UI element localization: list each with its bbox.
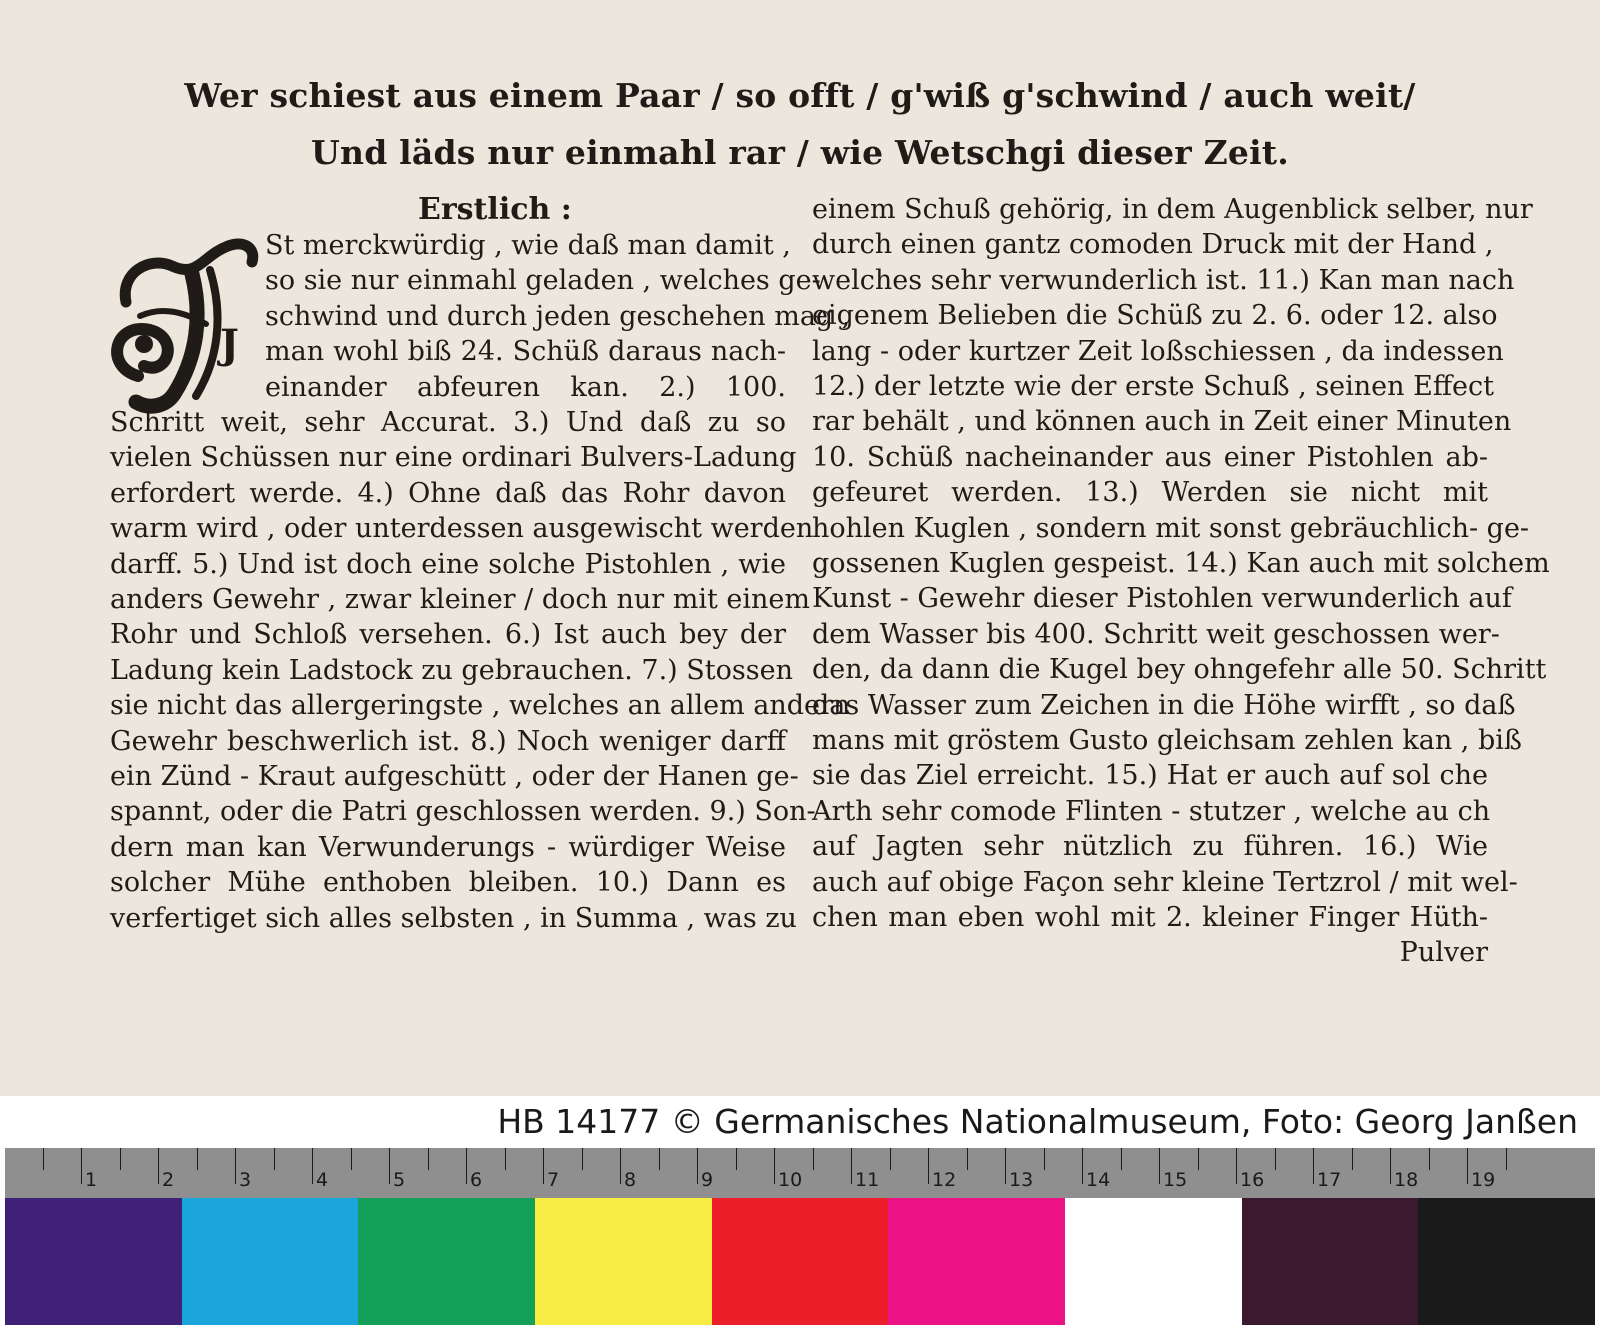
- text-line: warm wird , oder unterdessen ausgewischt werden: [110, 513, 814, 545]
- ruler-label: 16: [1240, 1169, 1265, 1191]
- text-line: auf Jagten sehr nützlich zu führen. 16.) Wie: [812, 831, 1488, 863]
- text-line: durch einen gantz comoden Druck mit der Hand ,: [812, 229, 1494, 261]
- ruler-label: 2: [162, 1169, 175, 1191]
- color-swatch: [888, 1198, 1065, 1325]
- ruler-half-tick: [813, 1148, 814, 1170]
- ruler-half-tick: [1044, 1148, 1045, 1170]
- ruler-label: 18: [1394, 1169, 1419, 1191]
- text-line: das Wasser zum Zeichen in die Höhe wirfft , so daß: [812, 689, 1516, 721]
- ruler-label: 12: [932, 1169, 957, 1191]
- text-line: gefeuret werden. 13.) Werden sie nicht mit: [812, 477, 1488, 509]
- color-swatch: [1418, 1198, 1595, 1325]
- text-line: so sie nur einmahl geladen , welches ge-: [265, 265, 821, 297]
- ruler-half-tick: [890, 1148, 891, 1170]
- ruler-tick: [1159, 1148, 1160, 1184]
- text-line: hohlen Kuglen , sondern mit sonst gebräuchlich- ge-: [812, 512, 1530, 544]
- title-line-1: Wer schiest aus einem Paar / so offt / g'wiß g'schwind / auch weit/: [184, 76, 1416, 115]
- ruler-tick: [466, 1148, 467, 1184]
- text-line: spannt, oder die Patri geschlossen werden. 9.) Son-: [110, 796, 816, 828]
- ruler-tick: [620, 1148, 621, 1184]
- text-line: schwind und durch jeden geschehen mag ,: [265, 300, 851, 332]
- ruler-label: 6: [470, 1169, 483, 1191]
- text-line: eigenem Belieben die Schüß zu 2. 6. oder 12. also: [812, 300, 1498, 332]
- color-swatch: [358, 1198, 535, 1325]
- title-line-2: Und läds nur einmahl rar / wie Wetschgi dieser Zeit.: [311, 133, 1289, 172]
- ruler-tick: [312, 1148, 313, 1184]
- text-line: Ladung kein Ladstock zu gebrauchen. 7.) Stossen: [110, 654, 793, 686]
- photo-credit-bar: [0, 1096, 1600, 1148]
- ruler-tick: [158, 1148, 159, 1184]
- color-calibration-strip: [5, 1198, 1595, 1325]
- text-line: gossenen Kuglen gespeist. 14.) Kan auch mit solchem: [812, 548, 1550, 579]
- ruler-label: 5: [393, 1169, 406, 1191]
- ruler-tick: [851, 1148, 852, 1184]
- ruler-tick: [235, 1148, 236, 1184]
- ruler-half-tick: [967, 1148, 968, 1170]
- text-line: dern man kan Verwunderungs - würdiger Weise: [110, 831, 786, 863]
- ruler-tick: [1390, 1148, 1391, 1184]
- ruler-label: 17: [1317, 1169, 1342, 1191]
- ruler-tick: [1005, 1148, 1006, 1184]
- color-swatch: [535, 1198, 712, 1325]
- ruler-half-tick: [1506, 1148, 1507, 1170]
- text-line: einem Schuß gehörig, in dem Augenblick selber, nur: [812, 194, 1533, 225]
- text-line: sie nicht das allergeringste , welches an allem andern: [110, 690, 851, 722]
- ruler-label: 4: [316, 1169, 329, 1191]
- text-line: vielen Schüssen nur eine ordinari Bulvers-Ladung: [110, 442, 797, 474]
- ruler-label: 14: [1086, 1169, 1111, 1191]
- drop-cap-ornament: [110, 226, 260, 414]
- text-line: lang - oder kurtzer Zeit loßschiessen , da indessen: [812, 335, 1504, 367]
- ruler-label: 8: [624, 1169, 637, 1191]
- ruler-tick: [697, 1148, 698, 1184]
- text-line: einander abfeuren kan. 2.) 100.: [265, 371, 786, 403]
- text-line: welches sehr verwunderlich ist. 11.) Kan man nach: [812, 264, 1515, 296]
- ruler-tick: [389, 1148, 390, 1184]
- color-swatch: [5, 1198, 182, 1325]
- ruler-half-tick: [351, 1148, 352, 1170]
- text-line: Pulver: [1399, 937, 1488, 969]
- text-line: auch auf obige Façon sehr kleine Tertzrol / mit wel-: [812, 866, 1518, 898]
- ruler-label: 9: [701, 1169, 714, 1191]
- ruler-half-tick: [659, 1148, 660, 1170]
- text-line: 10. Schüß nacheinander aus einer Pistohlen ab-: [812, 441, 1488, 473]
- ruler-half-tick: [736, 1148, 737, 1170]
- drop-cap-letter: J: [220, 321, 239, 368]
- ruler-tick: [1082, 1148, 1083, 1184]
- ruler-tick: [774, 1148, 775, 1184]
- text-line: man wohl biß 24. Schüß daraus nach-: [265, 336, 786, 368]
- text-line: dem Wasser bis 400. Schritt weit geschossen wer-: [812, 618, 1500, 650]
- color-swatch: [712, 1198, 889, 1325]
- ruler-half-tick: [197, 1148, 198, 1170]
- text-line: anders Gewehr , zwar kleiner / doch nur mit einem: [110, 584, 810, 615]
- ruler-label: 10: [778, 1169, 803, 1191]
- ruler-tick: [1467, 1148, 1468, 1184]
- section-heading: Erstlich :: [418, 192, 572, 227]
- photo-credit: HB 14177 © Germanisches Nationalmuseum, Foto: Georg Janßen: [497, 1102, 1578, 1141]
- text-line: 12.) der letzte wie der erste Schuß , seinen Effect: [812, 371, 1494, 402]
- ruler-half-tick: [43, 1148, 44, 1170]
- text-line: den, da dann die Kugel bey ohngefehr alle 50. Schritt: [812, 654, 1547, 686]
- ruler-half-tick: [1352, 1148, 1353, 1170]
- ruler-half-tick: [505, 1148, 506, 1170]
- ruler-label: 15: [1163, 1169, 1188, 1191]
- scale-ruler: [5, 1148, 1595, 1198]
- color-swatch: [1242, 1198, 1419, 1325]
- text-line: St merckwürdig , wie daß man damit ,: [265, 230, 791, 261]
- ruler-tick: [928, 1148, 929, 1184]
- text-line: chen man eben wohl mit 2. kleiner Finger Hüth-: [812, 902, 1488, 933]
- color-swatch: [1065, 1198, 1242, 1325]
- ruler-half-tick: [1275, 1148, 1276, 1170]
- ruler-half-tick: [582, 1148, 583, 1170]
- text-line: erfordert werde. 4.) Ohne daß das Rohr davon: [110, 477, 786, 509]
- ruler-label: 7: [547, 1169, 560, 1191]
- text-line: verfertiget sich alles selbsten , in Summa , was zu: [110, 902, 797, 934]
- color-swatch: [182, 1198, 359, 1325]
- ruler-tick: [543, 1148, 544, 1184]
- ruler-tick: [81, 1148, 82, 1184]
- text-line: Kunst - Gewehr dieser Pistohlen verwunderlich auf: [812, 583, 1512, 615]
- ruler-half-tick: [120, 1148, 121, 1170]
- ruler-half-tick: [1198, 1148, 1199, 1170]
- text-line: rar behält , und können auch in Zeit einer Minuten: [812, 406, 1512, 438]
- text-line: Gewehr beschwerlich ist. 8.) Noch weniger darff: [110, 725, 786, 757]
- text-line: sie das Ziel erreicht. 15.) Hat er auch auf sol che: [812, 760, 1488, 792]
- ruler-label: 13: [1009, 1169, 1034, 1191]
- ruler-label: 11: [855, 1169, 880, 1191]
- text-line: Arth sehr comode Flinten - stutzer , welche au ch: [812, 795, 1491, 827]
- ruler-label: 3: [239, 1169, 252, 1191]
- ruler-half-tick: [274, 1148, 275, 1170]
- ruler-label: 1: [85, 1169, 98, 1191]
- text-line: Rohr und Schloß versehen. 6.) Ist auch bey der: [110, 619, 786, 651]
- ruler-half-tick: [1121, 1148, 1122, 1170]
- text-line: ein Zünd - Kraut aufgeschütt , oder der Hanen ge-: [110, 761, 799, 792]
- text-line: mans mit gröstem Gusto gleichsam zehlen kan , biß: [812, 725, 1522, 756]
- ruler-tick: [1313, 1148, 1314, 1184]
- ruler-tick: [1236, 1148, 1237, 1184]
- text-line: solcher Mühe enthoben bleiben. 10.) Dann es: [110, 867, 786, 899]
- text-line: Schritt weit, sehr Accurat. 3.) Und daß zu so: [110, 407, 786, 438]
- text-line: darff. 5.) Und ist doch eine solche Pistohlen , wie: [110, 548, 786, 580]
- ruler-half-tick: [1429, 1148, 1430, 1170]
- ruler-half-tick: [428, 1148, 429, 1170]
- ruler-label: 19: [1471, 1169, 1496, 1191]
